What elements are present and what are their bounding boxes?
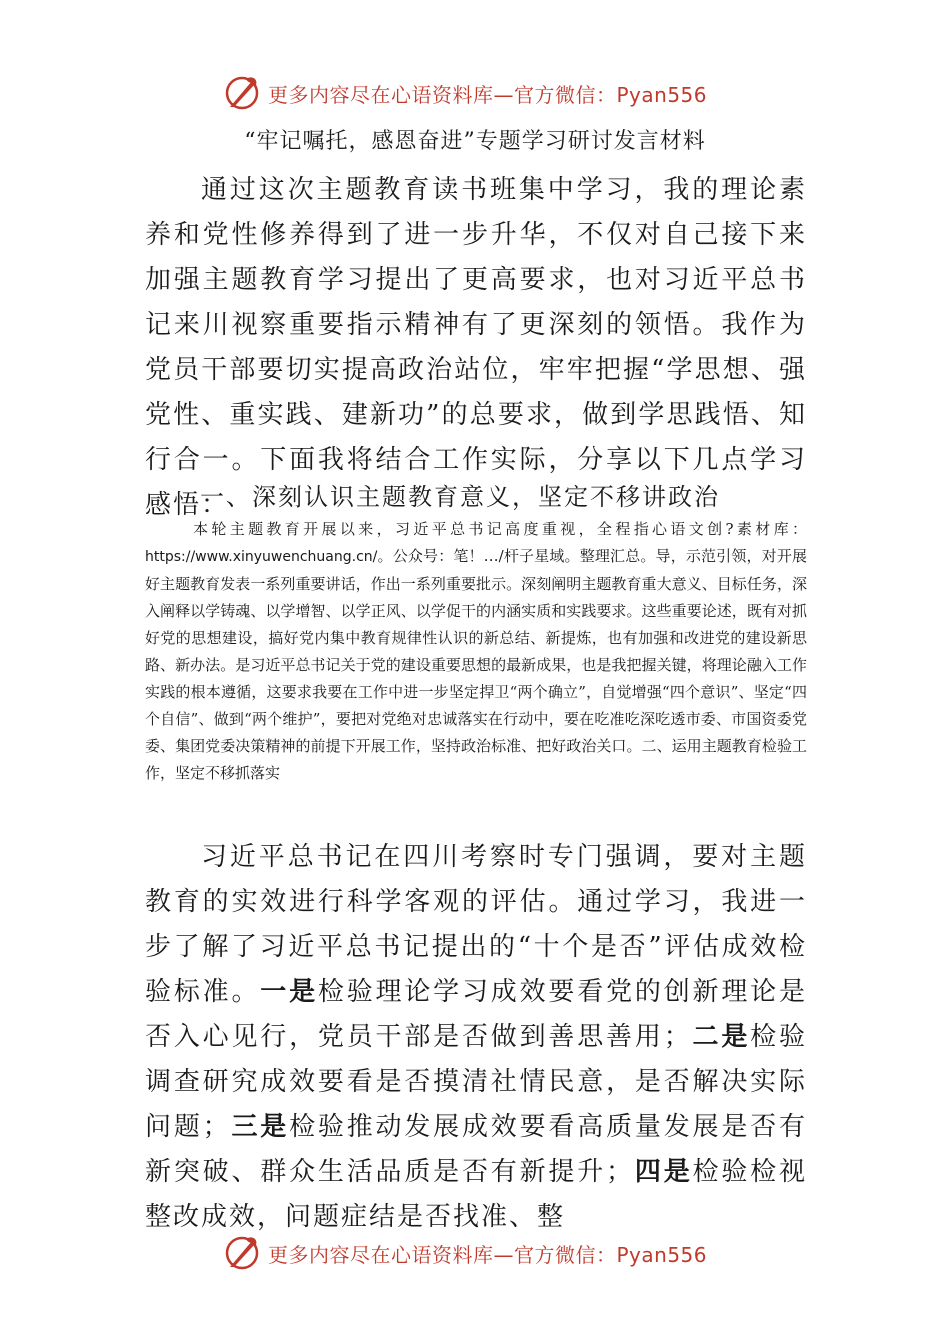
para2-bold-3: 三是 (230, 1112, 290, 1142)
para2-text-3: 检验调查研究成效要看是否摸清社情民意，是否解决实际问题； (145, 1022, 807, 1142)
section-1-lead: 本轮主题教育开展以来，习近平总书记高度重视，全程指心语文创?素材库： (193, 520, 807, 538)
section-heading-1: 一、深刻认识主题教育意义，坚定不移讲政治 (200, 483, 720, 511)
footer-banner (222, 1230, 707, 1276)
para2-text-2: 检验理论学习成效要看党的创新理论是否入心见行，党员干部是否做到善思善用； (145, 977, 807, 1052)
para2-text-5: 检验检视整改成效，问题症结是否找准、整 (145, 1157, 807, 1232)
para2-bold-1: 一是 (260, 977, 318, 1007)
para2-text-1: 习近平总书记在四川考察时专门强调，要对主题教育的实效进行科学客观的评估。通过学习，我进一步了解了习近平总书记提出的“十个是否”评估成效检验标准。 (145, 842, 807, 1007)
pen-leaf-logo-icon (222, 1233, 262, 1273)
section-1-paragraph (145, 516, 807, 787)
intro-paragraph: 通过这次主题教育读书班集中学习，我的理论素养和党性修养得到了进一步升华，不仅对自己接下来加强主题教育学习提出了更高要求，也对习近平总书记来川视察重要指示精神有了更深刻的领悟。我作为党员干部要切实提高政治站位，牢牢把握“学思想、强党性、重实践、建新功”的总要求，做到学思践悟、知行合一。下面我将结合工作实际，分享以下几点学习感悟： (145, 175, 807, 520)
para2-bold-4: 四是 (634, 1157, 693, 1187)
para2-text-4: 检验推动发展成效要看高质量发展是否有新突破、群众生活品质是否有新提升； (145, 1112, 807, 1187)
para2-bold-2: 二是 (691, 1022, 751, 1052)
banner-text: 更多内容尽在心语资料库—官方微信：Pyan556 (268, 1242, 708, 1267)
section-1-url[interactable]: https://www.xinyuwenchuang.cn/ (145, 549, 378, 565)
header-banner (222, 70, 707, 116)
pen-leaf-logo-icon (222, 73, 262, 113)
banner-text: 更多内容尽在心语资料库—官方微信：Pyan556 (268, 82, 708, 107)
document-title: “牢记嘱托，感恩奋进”专题学习研讨发言材料 (244, 129, 706, 154)
section-2-paragraph (145, 835, 807, 1240)
section-1-rest: 。公众号：笔！…/杆子星域。整理汇总。导，示范引领，对开展好主题教育发表一系列重要讲话，作出一系列重要批示。深刻阐明主题教育重大意义、目标任务，深入阐释以学铸魂、以学增智、以学正风、以学促干的内涵实质和实践要求。这些重要论述，既有对抓好党的思想建设，搞好党内集中教育规律性认识的新总结、新提炼，也有加强和改进党的建设新思路、新办法。是习近平总书记关于党的建设重要思想的最新成果，也是我把握关键，将理论融入工作实践的根本遵循，这要求我要在工作中进一步坚定捍卫“两个确立”，自觉增强“四个意识”、坚定“四个自信”、做到“两个维护”，要把对党绝对忠诚落实在行动中，要在吃准吃深吃透市委、市国资委党委、集团党委决策精神的前提下开展工作，坚持政治标准、把好政治关口。二、运用主题教育检验工作，坚定不移抓落实 (145, 547, 807, 782)
